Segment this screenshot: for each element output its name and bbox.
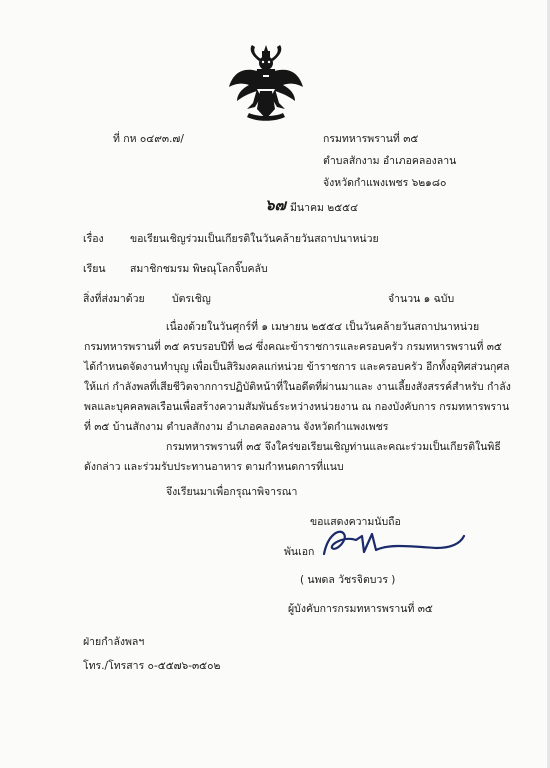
- recipient-text: สมาชิกชมรม พิษณุโลกจิ๊บคลับ: [130, 263, 268, 275]
- signer-rank: พันเอก: [284, 546, 315, 558]
- paragraph-line: เนื่องด้วยในวันศุกร์ที่ ๑ เมษายน ๒๕๕๔ เป็นวันคล้ายวันสถาปนาหน่วย: [166, 321, 480, 333]
- subject-text: ขอเรียนเชิญร่วมเป็นเกียรติในวันคล้ายวันสถาปนาหน่วย: [130, 233, 379, 245]
- paragraph-line: กรมทหารพรานที่ ๓๕ ครบรอบปีที่ ๒๘ ซึ่งคณะข้าราชการและครอบครัว กรมทหารพรานที่ ๓๕: [84, 341, 502, 353]
- body-paragraph-2: [84, 437, 501, 477]
- garuda-emblem-icon: [227, 43, 305, 123]
- sender-line-3: จังหวัดกำแพงเพชร ๖๒๑๘๐: [323, 177, 447, 189]
- signer-name: ( นพดล วัชรจิตบวร ): [300, 574, 396, 586]
- subject-label: เรื่อง: [83, 233, 104, 245]
- phone-fax-text: โทร./โทรสาร ๐-๕๕๗๖-๓๕๐๒: [83, 660, 221, 672]
- enclosure-label: สิ่งที่ส่งมาด้วย: [83, 293, 145, 305]
- date-month-year: มีนาคม ๒๕๕๔: [290, 202, 359, 214]
- paragraph-line: พลและบุคคลพลเรือนเพื่อสร้างความสัมพันธ์ระหว่างหน่วยงาน ณ กองบังคับการ กรมทหารพราน: [84, 401, 510, 413]
- signature-mark: [318, 524, 468, 560]
- department-text: ฝ่ายกำลังพลฯ: [83, 636, 145, 648]
- signer-title: ผู้บังคับการกรมทหารพรานที่ ๓๕: [288, 603, 433, 615]
- body-paragraph-3: จึงเรียนมาเพื่อกรุณาพิจารณา: [166, 486, 298, 498]
- reference-number: ที่ กห ๐๔๙๓.๗/: [113, 133, 184, 145]
- paragraph-line: ที่ ๓๕ บ้านสักงาม ตำบลสักงาม อำเภอคลองลาน จังหวัดกำแพงเพชร: [84, 421, 389, 433]
- enclosure-text: บัตรเชิญ: [172, 293, 211, 305]
- recipient-label: เรียน: [83, 263, 106, 275]
- sender-line-1: กรมทหารพรานที่ ๓๕: [323, 133, 419, 145]
- paragraph-line: ดังกล่าว และร่วมรับประทานอาหาร ตามกำหนดการที่แนบ: [84, 461, 344, 473]
- paragraph-line: ให้แก่ กำลังพลที่เสียชีวิตจากการปฏิบัติหน้าที่ในอดีตที่ผ่านมาและ งานเลี้ยงสังสรรค์สำหรับ กำลัง: [84, 381, 511, 393]
- sender-line-2: ตำบลสักงาม อำเภอคลองลาน: [323, 155, 457, 167]
- paragraph-line: ได้กำหนดจัดงานทำบุญ เพื่อเป็นสิริมงคลแก่หน่วย ข้าราชการ และครอบครัว อีกทั้งอุทิศส่วนกุศล: [84, 361, 510, 373]
- enclosure-quantity: จำนวน ๑ ฉบับ: [388, 293, 455, 305]
- paragraph-line: กรมทหารพรานที่ ๓๕ จึงใคร่ขอเรียนเชิญท่านและคณะร่วมเป็นเกียรติในพิธี: [166, 441, 501, 453]
- date-day-handwritten: ๖๗: [265, 196, 286, 214]
- body-paragraph-1: [84, 317, 511, 437]
- closing-text: ขอแสดงความนับถือ: [310, 516, 401, 528]
